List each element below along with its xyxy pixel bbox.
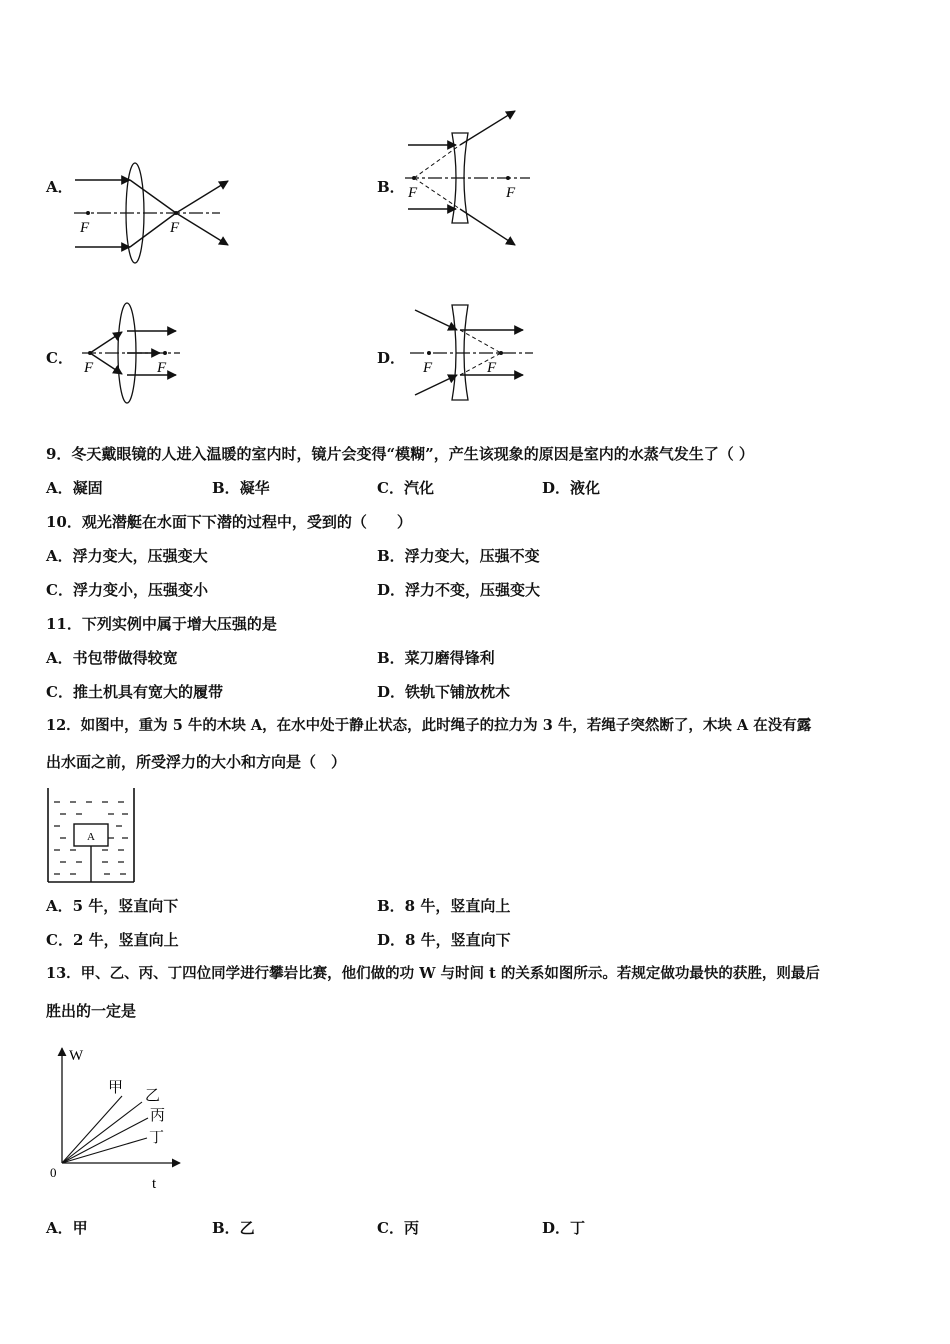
question-11-stem: 11．下列实例中属于增大压强的是 <box>46 615 277 633</box>
question-12-stem-line1: 12．如图中，重为 5 牛的木块 A，在水中处于静止状态，此时绳子的拉力为 3 牛，若绳子突然断了，木块 A 在没有露 <box>46 717 812 734</box>
q11-option-d[interactable]: D．铁轨下铺放枕木 <box>377 683 511 701</box>
question-10-stem: 10．观光潜艇在水面下下潜的过程中，受到的（ ） <box>46 513 412 531</box>
question-13-stem-line1: 13．甲、乙、丙、丁四位同学进行攀岩比赛，他们做的功 W 与时间 t 的关系如图所示。若规定做功最快的获胜，则最后 <box>46 965 820 982</box>
line-label-ding: 丁 <box>149 1130 165 1146</box>
concave-lens-diagram-d <box>405 300 545 410</box>
concave-lens-diagram-b <box>400 105 540 255</box>
q10-option-d[interactable]: D．浮力不变，压强变大 <box>377 581 541 599</box>
line-ding <box>62 1138 147 1163</box>
convex-lens-diagram-c <box>70 300 200 410</box>
q9-option-b[interactable]: B．凝华 <box>212 479 270 497</box>
q10-option-c[interactable]: C．浮力变小，压强变小 <box>46 581 208 599</box>
focus-label: F <box>487 360 497 376</box>
focus-label: F <box>408 185 418 201</box>
y-axis-label: W <box>69 1048 84 1064</box>
work-time-graph <box>45 1040 190 1200</box>
focus-label: F <box>170 220 180 236</box>
q9-option-c[interactable]: C．汽化 <box>377 479 434 497</box>
q10-option-b[interactable]: B．浮力变大，压强不变 <box>377 547 540 565</box>
q12-option-d[interactable]: D．8 牛，竖直向下 <box>377 931 511 949</box>
q12-option-b[interactable]: B．8 牛，竖直向上 <box>377 897 511 915</box>
focus-label: F <box>84 360 94 376</box>
q12-option-a[interactable]: A．5 牛，竖直向下 <box>46 897 179 915</box>
x-axis-label: t <box>152 1176 157 1192</box>
question-12-stem-line2: 出水面之前，所受浮力的大小和方向是（ ） <box>46 753 347 771</box>
option-letter: B． <box>377 178 405 196</box>
q11-option-a[interactable]: A．书包带做得较宽 <box>46 649 178 667</box>
q9-option-a[interactable]: A．凝固 <box>46 479 103 497</box>
q13-option-c[interactable]: C．丙 <box>377 1219 419 1237</box>
focus-label: F <box>506 185 516 201</box>
q13-option-b[interactable]: B．乙 <box>212 1219 255 1237</box>
option-letter: C． <box>46 349 73 367</box>
option-letter: D． <box>377 349 406 367</box>
focus-label: F <box>80 220 90 236</box>
line-label-bing: 丙 <box>150 1108 166 1124</box>
line-label-jia: 甲 <box>108 1080 124 1096</box>
question-13-stem-line2: 胜出的一定是 <box>46 1002 137 1020</box>
q10-option-a[interactable]: A．浮力变大，压强变大 <box>46 547 208 565</box>
q9-option-d[interactable]: D．液化 <box>542 479 601 497</box>
water-tank-diagram <box>46 786 136 884</box>
line-bing <box>62 1118 148 1163</box>
focus-label: F <box>423 360 433 376</box>
line-yi <box>62 1102 142 1163</box>
focus-label: F <box>157 360 167 376</box>
line-jia <box>62 1096 122 1163</box>
q11-option-c[interactable]: C．推土机具有宽大的履带 <box>46 683 223 701</box>
q11-option-b[interactable]: B．菜刀磨得锋利 <box>377 649 495 667</box>
question-9-stem: 9．冬天戴眼镜的人进入温暖的室内时，镜片会变得“模糊”，产生该现象的原因是室内的水蒸气发生了（ ） <box>46 445 754 463</box>
q13-option-a[interactable]: A．甲 <box>46 1219 88 1237</box>
q13-option-d[interactable]: D．丁 <box>542 1219 586 1237</box>
block-label: A <box>87 831 95 843</box>
convex-lens-diagram-a <box>70 160 240 270</box>
option-letter: A． <box>46 178 73 196</box>
line-label-yi: 乙 <box>145 1088 161 1104</box>
origin-label: 0 <box>50 1165 57 1180</box>
q12-option-c[interactable]: C．2 牛，竖直向上 <box>46 931 179 949</box>
